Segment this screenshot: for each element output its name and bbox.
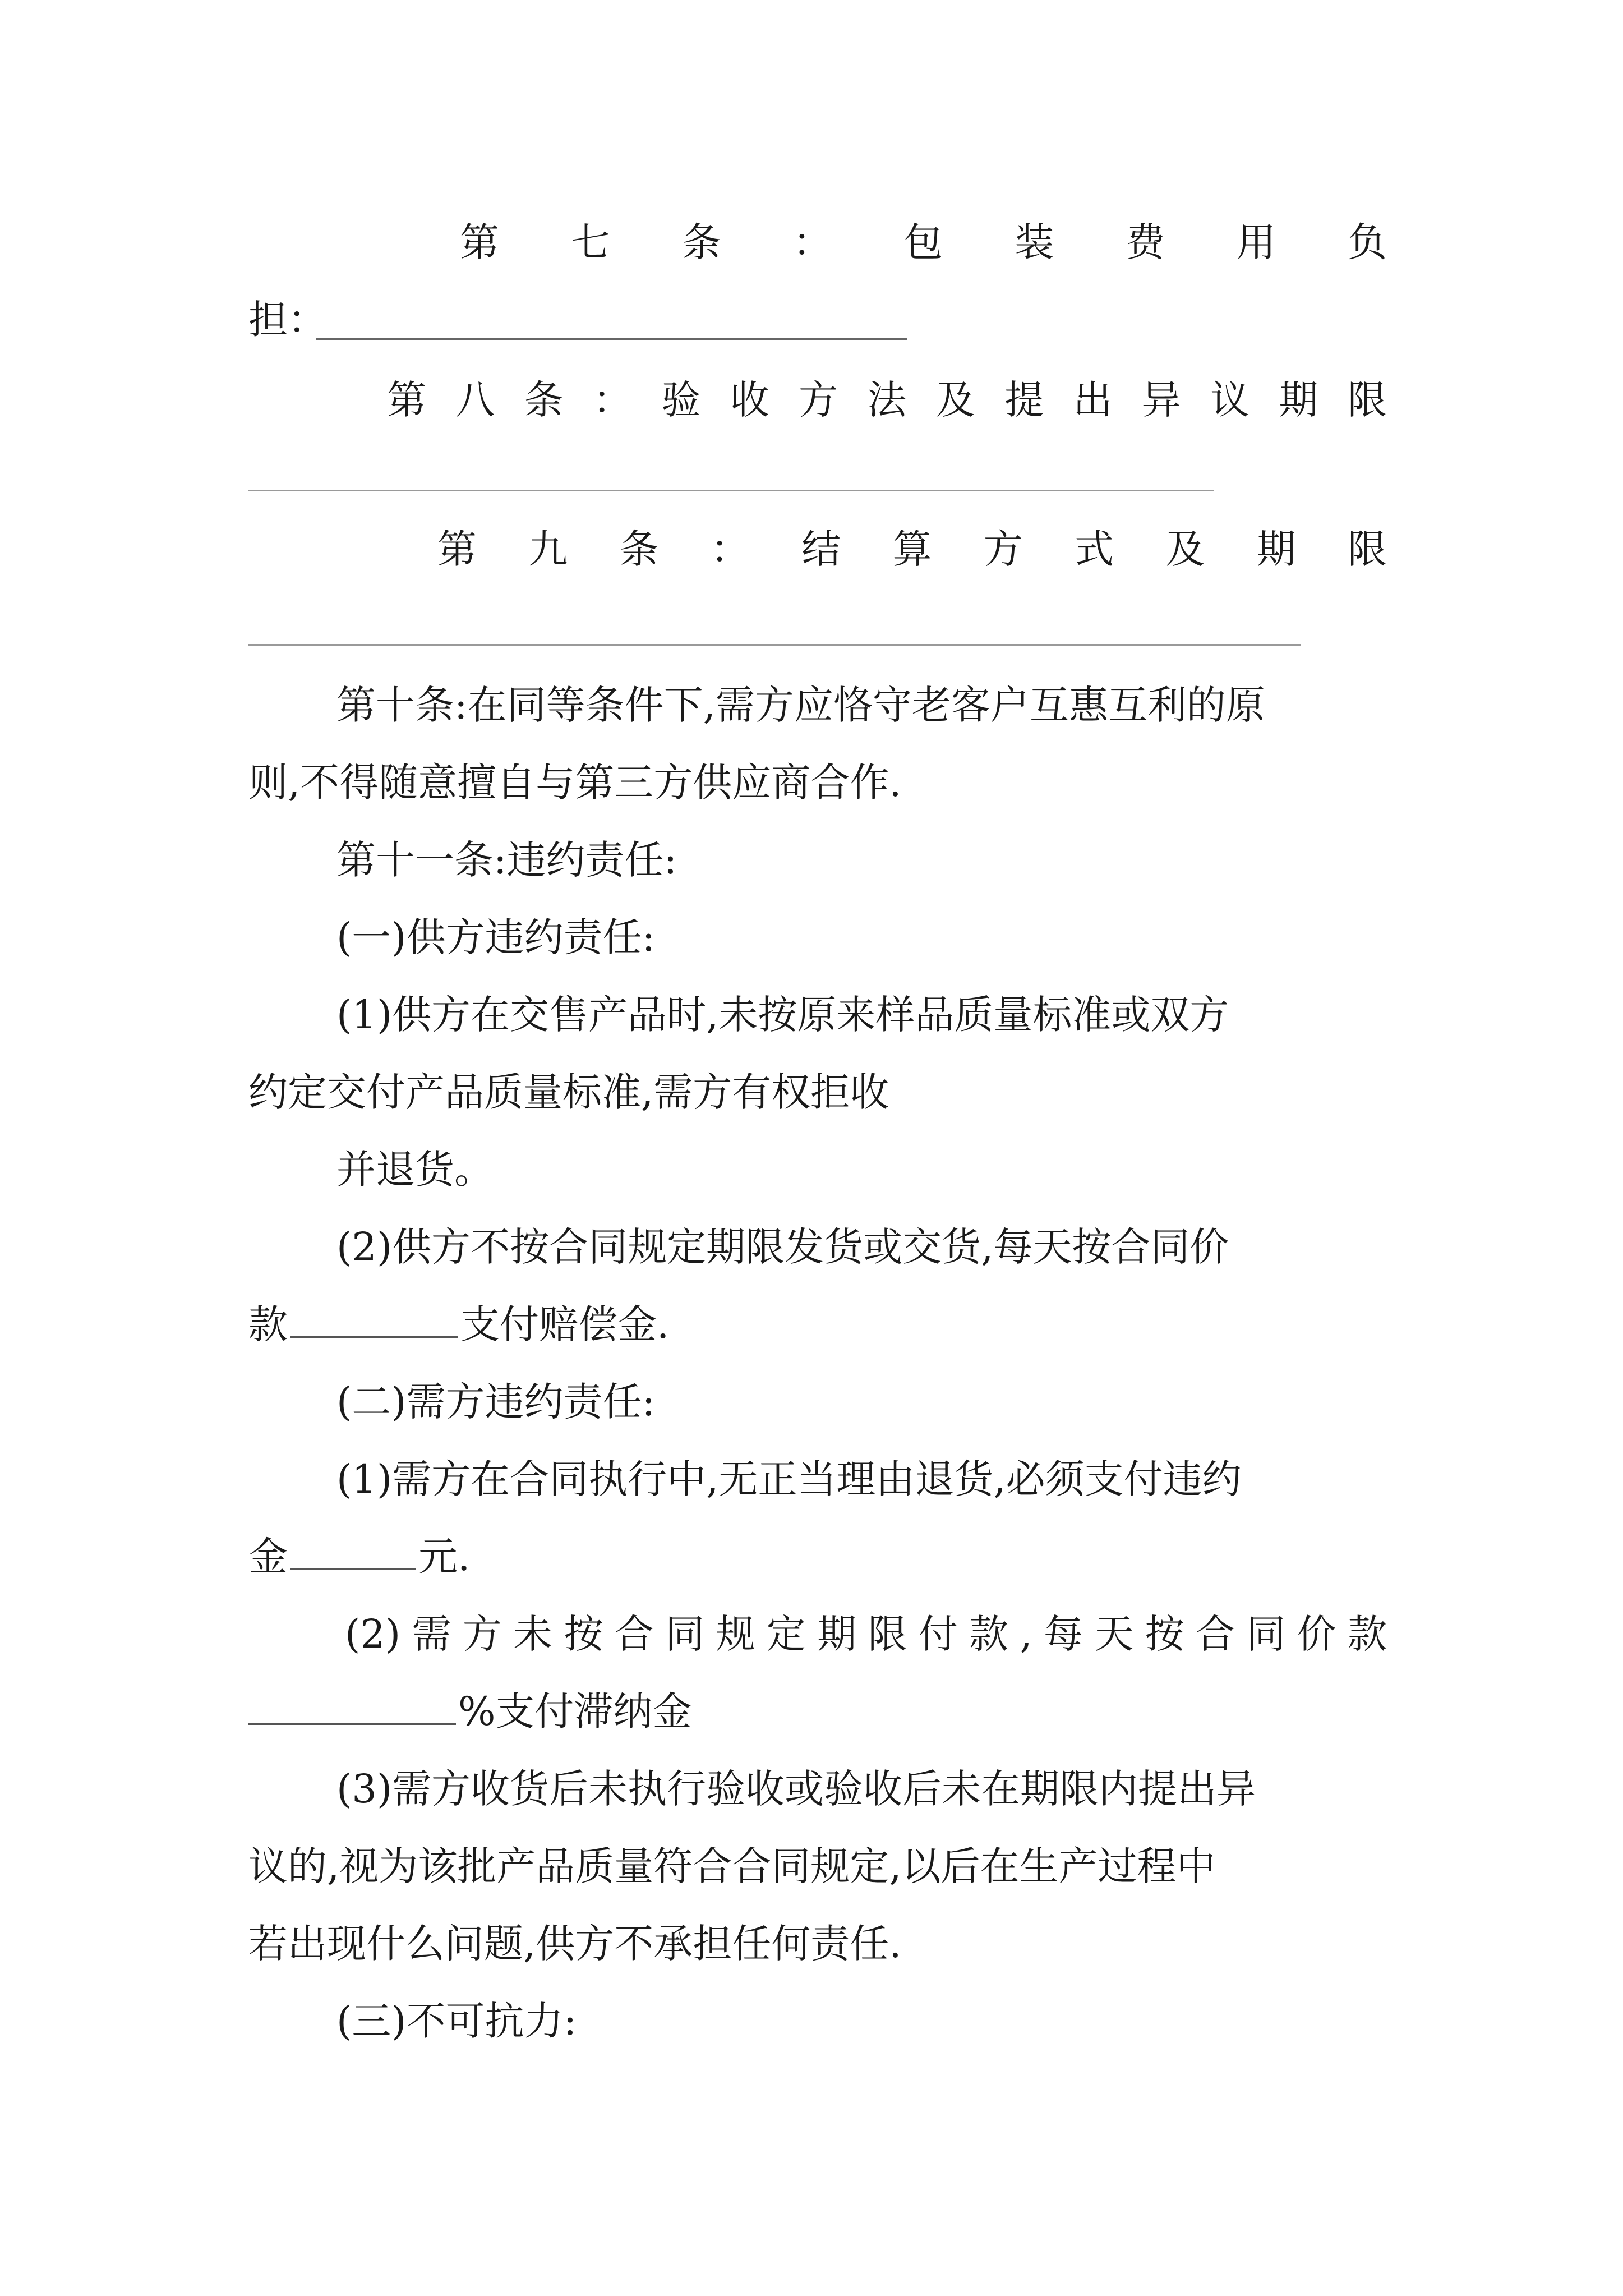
article-8-char: 限 bbox=[1347, 377, 1387, 423]
supplier-clause-1-line-2: 约定交付产品质量标准,需方有权拒收 bbox=[248, 1069, 889, 1115]
buyer-clause-2-char: 款 bbox=[1347, 1611, 1387, 1657]
article-8-char: 验 bbox=[661, 377, 701, 423]
article-8-char: 第 bbox=[387, 377, 426, 423]
article-7-char: 用 bbox=[1237, 219, 1276, 265]
article-8-char: 收 bbox=[730, 377, 769, 423]
supplier-clause-2-line-2: 款 支付赔偿金. bbox=[248, 1301, 670, 1347]
article-7-line-1 bbox=[460, 217, 1387, 268]
article-8-char: 方 bbox=[799, 377, 838, 423]
compensation-rate-blank bbox=[290, 1304, 458, 1338]
buyer-clause-2-line-1 bbox=[345, 1609, 1387, 1659]
article-9-char: 期 bbox=[1256, 526, 1296, 572]
buyer-clause-2-char: 天 bbox=[1094, 1611, 1134, 1657]
article-7-char: 包 bbox=[903, 219, 943, 265]
article-8-char: 法 bbox=[867, 377, 907, 423]
article-8-char: 及 bbox=[935, 377, 975, 423]
article-9-char: 算 bbox=[892, 526, 932, 572]
buyer-clause-2-char: 规 bbox=[716, 1611, 755, 1657]
article-8-line-1 bbox=[387, 375, 1387, 425]
buyer-clause-2-char: , bbox=[1020, 1611, 1032, 1657]
article-8-char: 期 bbox=[1279, 377, 1318, 423]
article-7-continuation: 担： bbox=[248, 297, 327, 343]
article-9-char: 结 bbox=[801, 526, 841, 572]
article-9-char: 九 bbox=[528, 526, 568, 572]
article-8-char: 提 bbox=[1004, 377, 1044, 423]
article-8-char: ： bbox=[593, 377, 633, 423]
article-7-char: 负 bbox=[1348, 219, 1387, 265]
supplier-liability-heading: (一)供方违约责任: bbox=[336, 914, 656, 960]
article-9-line-1 bbox=[437, 524, 1387, 574]
buyer-clause-2-char: 价 bbox=[1297, 1611, 1336, 1657]
article-11-title: 第十一条:违约责任: bbox=[336, 837, 677, 883]
buyer-clause-2-char: (2) bbox=[345, 1611, 401, 1657]
penalty-amount-blank bbox=[290, 1536, 416, 1570]
buyer-clause-2-char: 合 bbox=[614, 1611, 654, 1657]
buyer-clause-2-char: 同 bbox=[1246, 1611, 1286, 1657]
buyer-clause-2-char: 合 bbox=[1196, 1611, 1235, 1657]
buyer-clause-2-char: 需 bbox=[412, 1611, 451, 1657]
article-7-char: 装 bbox=[1015, 219, 1054, 265]
article-9-char: ： bbox=[710, 526, 750, 572]
buyer-clause-3-line-2: 议的,视为该批产品质量符合合同规定,以后在生产过程中 bbox=[248, 1843, 1216, 1889]
buyer-clause-3-line-1: (3)需方收货后未执行验收或验收后未在期限内提出异 bbox=[336, 1766, 1256, 1812]
article-7-char: 七 bbox=[570, 219, 610, 265]
article-10-line-1: 第十条:在同等条件下,需方应恪守老客户互惠互利的原 bbox=[336, 682, 1265, 728]
article-7-char: ： bbox=[792, 219, 832, 265]
supplier-clause-1-line-3: 并退货。 bbox=[336, 1147, 494, 1193]
buyer-clause-2-char: 方 bbox=[462, 1611, 502, 1657]
buyer-clause-2-char: 按 bbox=[564, 1611, 603, 1657]
article-7-blank-line bbox=[316, 338, 907, 340]
article-9-char: 式 bbox=[1075, 526, 1114, 572]
force-majeure-heading: (三)不可抗力: bbox=[336, 1998, 577, 2044]
buyer-clause-2-char: 付 bbox=[918, 1611, 958, 1657]
article-10-line-2: 则,不得随意擅自与第三方供应商合作. bbox=[248, 760, 902, 806]
article-8-char: 出 bbox=[1073, 377, 1113, 423]
buyer-clause-2-char: 限 bbox=[868, 1611, 907, 1657]
buyer-clause-2-char: 每 bbox=[1044, 1611, 1083, 1657]
article-9-blank-line bbox=[248, 644, 1301, 646]
article-9-char: 条 bbox=[619, 526, 659, 572]
article-9-char: 限 bbox=[1347, 526, 1387, 572]
late-fee-rate-blank bbox=[248, 1691, 456, 1725]
supplier-clause-2-line-1: (2)供方不按合同规定期限发货或交货,每天按合同价 bbox=[336, 1224, 1229, 1270]
buyer-clause-3-line-3: 若出现什么问题,供方不承担任何责任. bbox=[248, 1921, 902, 1967]
buyer-clause-2-char: 款 bbox=[969, 1611, 1009, 1657]
article-9-char: 及 bbox=[1165, 526, 1205, 572]
buyer-clause-2-char: 未 bbox=[513, 1611, 553, 1657]
article-8-char: 异 bbox=[1141, 377, 1181, 423]
article-7-char: 条 bbox=[681, 219, 721, 265]
article-8-char: 议 bbox=[1210, 377, 1250, 423]
article-7-char: 费 bbox=[1126, 219, 1165, 265]
article-9-char: 方 bbox=[983, 526, 1023, 572]
article-8-char: 八 bbox=[455, 377, 495, 423]
buyer-liability-heading: (二)需方违约责任: bbox=[336, 1379, 656, 1425]
buyer-clause-2-char: 定 bbox=[766, 1611, 806, 1657]
buyer-clause-2-char: 同 bbox=[665, 1611, 705, 1657]
buyer-clause-1-line-2: 金 元. bbox=[248, 1534, 471, 1580]
article-9-char: 第 bbox=[437, 526, 477, 572]
buyer-clause-2-char: 期 bbox=[817, 1611, 857, 1657]
article-8-char: 条 bbox=[524, 377, 564, 423]
buyer-clause-2-line-2: %支付滞纳金 bbox=[248, 1686, 1387, 1737]
supplier-clause-1-line-1: (1)供方在交售产品时,未按原来样品质量标准或双方 bbox=[336, 992, 1229, 1038]
article-8-blank-line bbox=[248, 490, 1214, 491]
buyer-clause-1-line-1: (1)需方在合同执行中,无正当理由退货,必须支付违约 bbox=[336, 1456, 1242, 1502]
buyer-clause-2-char: 按 bbox=[1145, 1611, 1184, 1657]
article-7-line-2 bbox=[248, 295, 1387, 345]
article-7-char: 第 bbox=[460, 219, 499, 265]
